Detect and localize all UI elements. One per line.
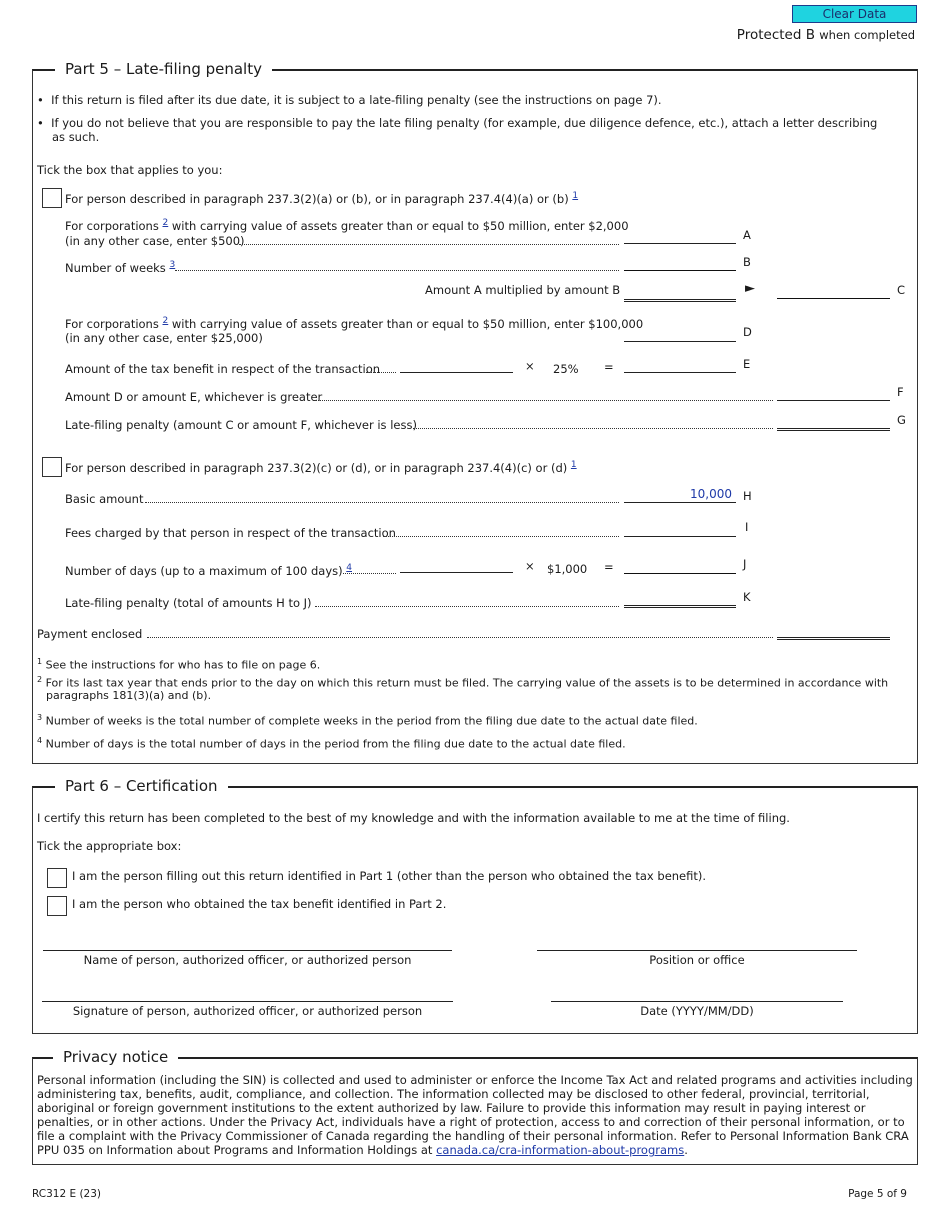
lineE-input[interactable] bbox=[624, 359, 736, 373]
lineC-text: Amount A multiplied by amount B bbox=[425, 283, 621, 297]
lineI-text: Fees charged by that person in respect of the transaction bbox=[65, 526, 396, 540]
times-sign: × bbox=[525, 359, 535, 373]
part6-section bbox=[32, 777, 918, 1034]
lineE-percent: 25% bbox=[553, 362, 579, 376]
lineE-letter: E bbox=[743, 357, 751, 371]
bullet-2: • If you do not believe that you are responsible to pay the late filing penalty (for example, due diligence defence, etc.), attach a letter describing bbox=[37, 116, 878, 130]
lineJ-amount: $1,000 bbox=[547, 562, 588, 576]
leader bbox=[343, 560, 396, 574]
lineD-text2: (in any other case, enter $25,000) bbox=[65, 331, 263, 345]
lineA-input[interactable] bbox=[624, 230, 736, 244]
lineC-input[interactable] bbox=[777, 285, 890, 299]
lineI-input[interactable] bbox=[624, 523, 736, 537]
lineG-text: Late-filing penalty (amount C or amount F, whichever is less) bbox=[65, 418, 417, 432]
lineK-text: Late-filing penalty (total of amounts H to J) bbox=[65, 596, 312, 610]
lineB-letter: B bbox=[743, 255, 751, 269]
payment-input[interactable] bbox=[777, 626, 890, 640]
protected-b-label bbox=[737, 27, 915, 43]
date-field[interactable] bbox=[551, 1001, 843, 1002]
bullet-2-cont: as such. bbox=[52, 130, 100, 144]
position-caption: Position or office bbox=[649, 953, 745, 967]
lineB-text: Number of weeks $^3$ bbox=[65, 260, 176, 275]
lineJ-letter: J bbox=[743, 557, 747, 571]
leader bbox=[147, 624, 773, 638]
lineI-letter: I bbox=[745, 520, 749, 534]
privacy-link[interactable]: canada.ca/cra-information-about-programs bbox=[436, 1143, 685, 1157]
leader bbox=[366, 359, 396, 373]
leader bbox=[413, 415, 773, 429]
lineD-letter: D bbox=[743, 325, 752, 339]
equals-sign: = bbox=[604, 360, 614, 374]
lineH-text: Basic amount bbox=[65, 492, 144, 506]
leader bbox=[239, 231, 619, 245]
cert-option1-checkbox[interactable] bbox=[47, 868, 67, 888]
lineF-letter: F bbox=[897, 385, 904, 399]
cert-option2-checkbox[interactable] bbox=[47, 896, 67, 916]
footnote-4: $^4$ Number of days is the total number of days in the period from the filing due date to the actual date filed. bbox=[37, 736, 626, 751]
lineE-text: Amount of the tax benefit in respect of the transaction bbox=[65, 362, 381, 376]
leader bbox=[315, 593, 619, 607]
part5-title: Part 5 – Late-filing penalty bbox=[55, 59, 272, 79]
name-caption: Name of person, authorized officer, or authorized person bbox=[83, 953, 412, 967]
lineA-text2: (in any other case, enter $500) bbox=[65, 234, 245, 248]
equals-sign: = bbox=[604, 560, 614, 574]
privacy-text: Personal information (including the SIN) is collected and used to administer or enforce the Income Tax Act and related programs and activities including administering tax, benefits, audit, compliance, and collection. The information collected may be disclosed to other federal, provincial, territorial, aboriginal or foreign government institutions to the extent authorized by law. Failure to provide this information may result in paying interest or penalties, or in other actions. Under the Privacy Act, individuals have a right of protection, access to and correction of their personal information, or to file a complaint with the Privacy Commissioner of Canada regarding the handling of their personal information. Refer to Personal Information Bank CRA PPU 035 on Information about Programs and Information Holdings at canada.ca/cra-information-about-programs. bbox=[37, 1073, 913, 1157]
footnote-link-1[interactable]: 1 bbox=[572, 191, 579, 201]
page-number: Page 5 of 9 bbox=[848, 1188, 907, 1200]
footnote-2-cont: paragraphs 181(3)(a) and (b). bbox=[46, 689, 212, 702]
lineG-letter: G bbox=[897, 413, 906, 427]
lineJ-input[interactable] bbox=[624, 560, 736, 574]
lineK-input[interactable] bbox=[624, 594, 736, 608]
footnote-link-3[interactable]: 3 bbox=[169, 260, 176, 270]
arrow-right-icon: ► bbox=[745, 281, 755, 296]
leader bbox=[145, 489, 619, 503]
footnote-1: $^1$ See the instructions for who has to file on page 6. bbox=[37, 657, 321, 672]
signature-caption: Signature of person, authorized officer, or authorized person bbox=[72, 1004, 423, 1018]
lineE-benefit-input[interactable] bbox=[400, 359, 513, 373]
payment-text: Payment enclosed bbox=[37, 627, 143, 641]
lineA-letter: A bbox=[743, 228, 751, 242]
lineC-letter: C bbox=[897, 283, 906, 297]
lineD-text: For corporations $^2$ with carrying value of assets greater than or equal to $50 million, enter $100,000 bbox=[65, 316, 644, 331]
name-field[interactable] bbox=[43, 950, 452, 951]
times-sign: × bbox=[525, 559, 535, 573]
lineG-input[interactable] bbox=[777, 417, 890, 431]
footnote-link-1[interactable]: 1 bbox=[570, 460, 577, 470]
option2-checkbox[interactable] bbox=[42, 457, 62, 477]
privacy-section bbox=[32, 1048, 918, 1165]
option1-checkbox[interactable] bbox=[42, 188, 62, 208]
clear-data-button[interactable]: Clear Data bbox=[792, 5, 917, 23]
leader bbox=[313, 387, 773, 401]
protected-main: Protected B bbox=[736, 27, 815, 43]
date-caption: Date (YYYY/MM/DD) bbox=[640, 1004, 754, 1018]
footnote-3: $^3$ Number of weeks is the total number of complete weeks in the period from the filing due date to the actual date filed. bbox=[37, 713, 698, 728]
lineH-letter: H bbox=[743, 489, 752, 503]
lineJ-text: Number of days (up to a maximum of 100 days) $^4$ bbox=[65, 563, 352, 578]
lineF-text: Amount D or amount E, whichever is greater bbox=[65, 390, 323, 404]
part6-title: Part 6 – Certification bbox=[55, 776, 228, 796]
footnote-2: $^2$ For its last tax year that ends prior to the day on which this return must be filed. The carrying value of the assets is to be determined in accordance with bbox=[37, 675, 889, 690]
leader bbox=[175, 257, 619, 271]
lineH-value: 10,000 bbox=[690, 487, 732, 501]
part5-section bbox=[32, 60, 918, 764]
cert-option1-label: I am the person filling out this return identified in Part 1 (other than the person who obtained the tax benefit). bbox=[72, 869, 707, 883]
lineC-sub-input[interactable] bbox=[624, 288, 736, 302]
tick-prompt: Tick the box that applies to you: bbox=[37, 163, 223, 177]
position-field[interactable] bbox=[537, 950, 857, 951]
option2-label: For person described in paragraph 237.3(2)(c) or (d), or in paragraph 237.4(4)(c) or (d) $^1$ bbox=[65, 460, 577, 475]
leader bbox=[383, 523, 619, 537]
certify-text: I certify this return has been completed to the best of my knowledge and with the information available to me at the time of filing. bbox=[37, 811, 790, 825]
protected-sub: when completed bbox=[819, 28, 915, 42]
footnote-link-2[interactable]: 2 bbox=[162, 316, 169, 326]
footnote-link-4[interactable]: 4 bbox=[346, 563, 352, 573]
lineJ-days-input[interactable] bbox=[400, 559, 513, 573]
lineK-letter: K bbox=[743, 590, 751, 604]
lineA-text: For corporations $^2$ with carrying value of assets greater than or equal to $50 million, enter $2,000 bbox=[65, 218, 629, 233]
footnote-link-2[interactable]: 2 bbox=[162, 218, 169, 228]
cert-option2-label: I am the person who obtained the tax benefit identified in Part 2. bbox=[72, 897, 447, 911]
bullet-1: • If this return is filed after its due date, it is subject to a late-filing penalty (see the instructions on page 7). bbox=[37, 93, 662, 107]
privacy-title: Privacy notice bbox=[53, 1047, 178, 1067]
signature-field[interactable] bbox=[42, 1001, 453, 1002]
lineF-input[interactable] bbox=[777, 387, 890, 401]
form-id: RC312 E (23) bbox=[32, 1188, 102, 1200]
tick-prompt: Tick the appropriate box: bbox=[37, 839, 182, 853]
lineB-input[interactable] bbox=[624, 257, 736, 271]
lineD-input[interactable] bbox=[624, 328, 736, 342]
option1-label: For person described in paragraph 237.3(2)(a) or (b), or in paragraph 237.4(4)(a) or (b) $^1$ bbox=[65, 191, 579, 206]
